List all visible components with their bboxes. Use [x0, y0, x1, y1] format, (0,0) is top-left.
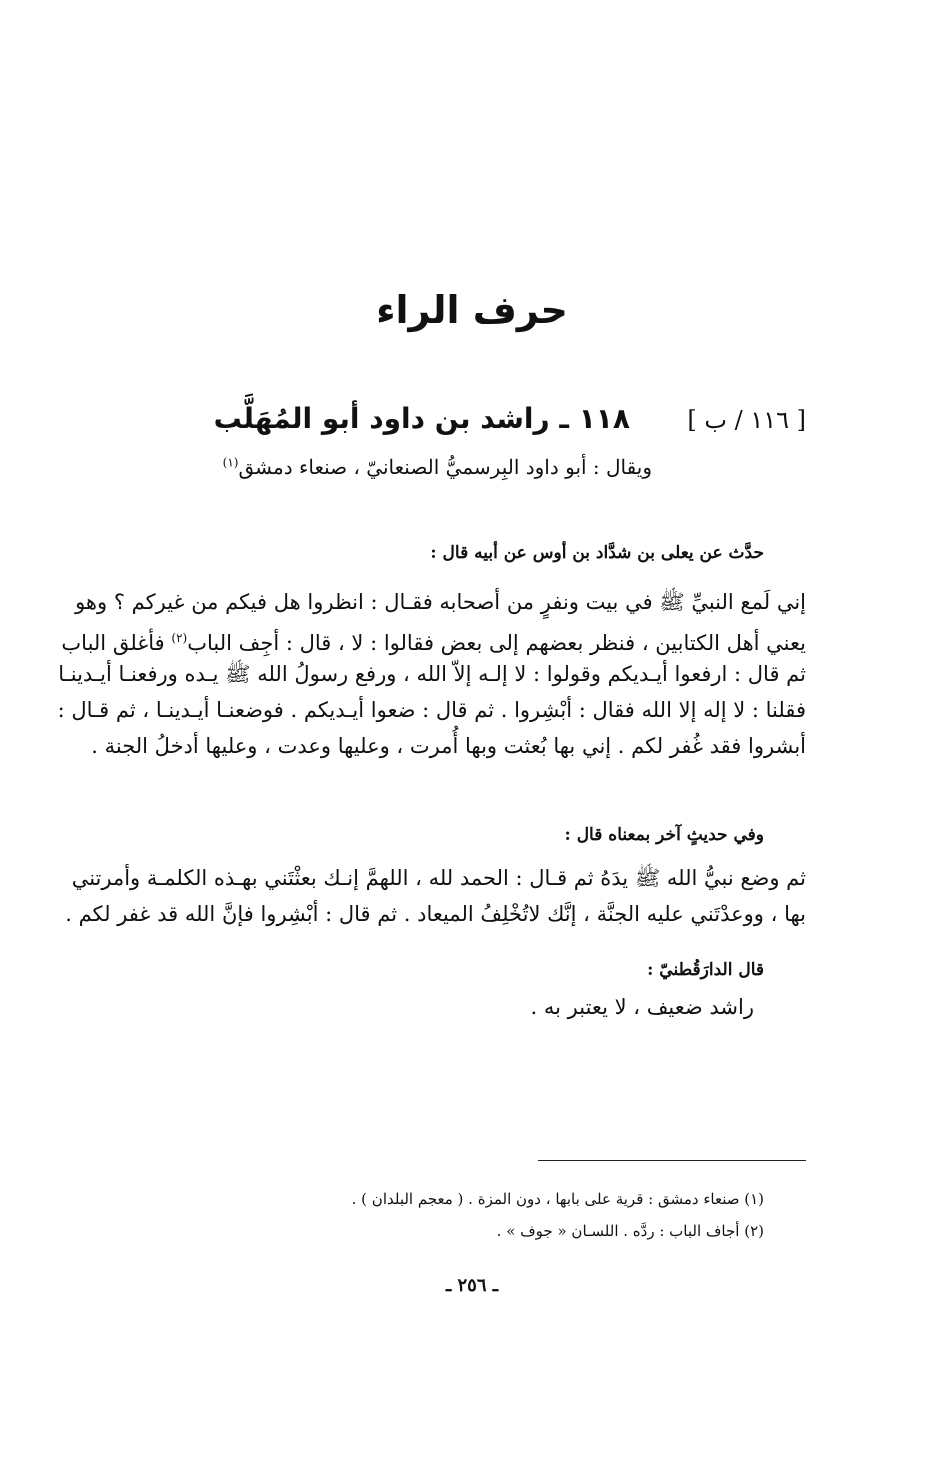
daraqutni-verdict: راشد ضعيف ، لا يعتبر به . [530, 995, 754, 1019]
footnote-1: (١) صنعاء دمشق : قرية على بابها ، دون المزة . ( معجم البلدان ) . [351, 1190, 764, 1208]
hadith-1-line-2-tail: فأغلق الباب [61, 631, 172, 655]
entry-subtitle-text: ويقال : أبو داود البِرسميُّ الصنعانيّ ، صنعاء دمشق [238, 455, 652, 479]
hadith-1-line [61, 620, 806, 656]
entry-subtitle [223, 455, 652, 479]
entry-title: ١١٨ ـ راشد بن داود أبو المُهَلَّب [213, 402, 630, 435]
hadith-1-line-2-text: يعني أهل الكتابين ، فنظر بعضهم إلى بعض فقالوا : لا ، قال : أجِف الباب [187, 631, 806, 655]
hadith-1-line: إني لَمع النبيِّ ﷺ في بيت ونفرٍ من أصحابه فقـال : انظروا هل فيكم من غيركم ؟ وهو [75, 590, 806, 614]
footnote-marker-2: (٢) [171, 631, 188, 645]
manuscript-folio-ref: [ ١١٦ / ب ] [687, 406, 806, 434]
hadith-2-line: بها ، ووعدْتَني عليه الجنَّة ، إنَّك لاتُخْلِفُ الميعاد . ثم قال : أبْشِروا فإنَّ الله قد غفر لكم . [65, 902, 806, 926]
hadith-1-line: أبشروا فقد غُفر لكم . إني بها بُعثت وبها أُمرت ، وعليها وعدت ، وعليها أدخلُ الجنة . [91, 734, 806, 758]
hadith-1-line: ثم قال : ارفعوا أيـديكم وقولوا : لا إلـه إلاّ الله ، ورفع رسولُ الله ﷺ يـده ورفعنـا أيـدينـا [58, 662, 806, 686]
page-number: ـ ٢٥٦ ـ [445, 1275, 499, 1296]
footnote-2: (٢) أجاف الباب : ردَّه . اللسـان « جوف » . [496, 1222, 764, 1240]
footnote-divider [538, 1160, 806, 1161]
hadith-1-isnad: حدَّث عن يعلى بن شدَّاد بن أوس عن أبيه قال : [430, 543, 764, 563]
hadith-2-isnad: وفي حديثٍ آخر بمعناه قال : [564, 825, 764, 845]
hadith-2-line: ثم وضع نبيُّ الله ﷺ يدَهُ ثم قـال : الحمد لله ، اللهمَّ إنـك بعثْتَني بهـذه الكلمـة وأمرتني [71, 866, 806, 890]
hadith-1-text [57, 584, 806, 764]
hadith-2-text [65, 860, 806, 932]
daraqutni-label: قال الدارَقُطنيّ : [647, 960, 764, 980]
hadith-1-line: فقلنا : لا إله إلا الله فقال : أبْشِروا . ثم قال : ضعوا أيـديكم . فوضعنـا أيـدينـا ، ثم قـال : [57, 698, 806, 722]
entry-heading [106, 402, 806, 448]
chapter-title: حرف الراء [376, 288, 568, 332]
footnote-marker-1: (١) [222, 455, 239, 470]
